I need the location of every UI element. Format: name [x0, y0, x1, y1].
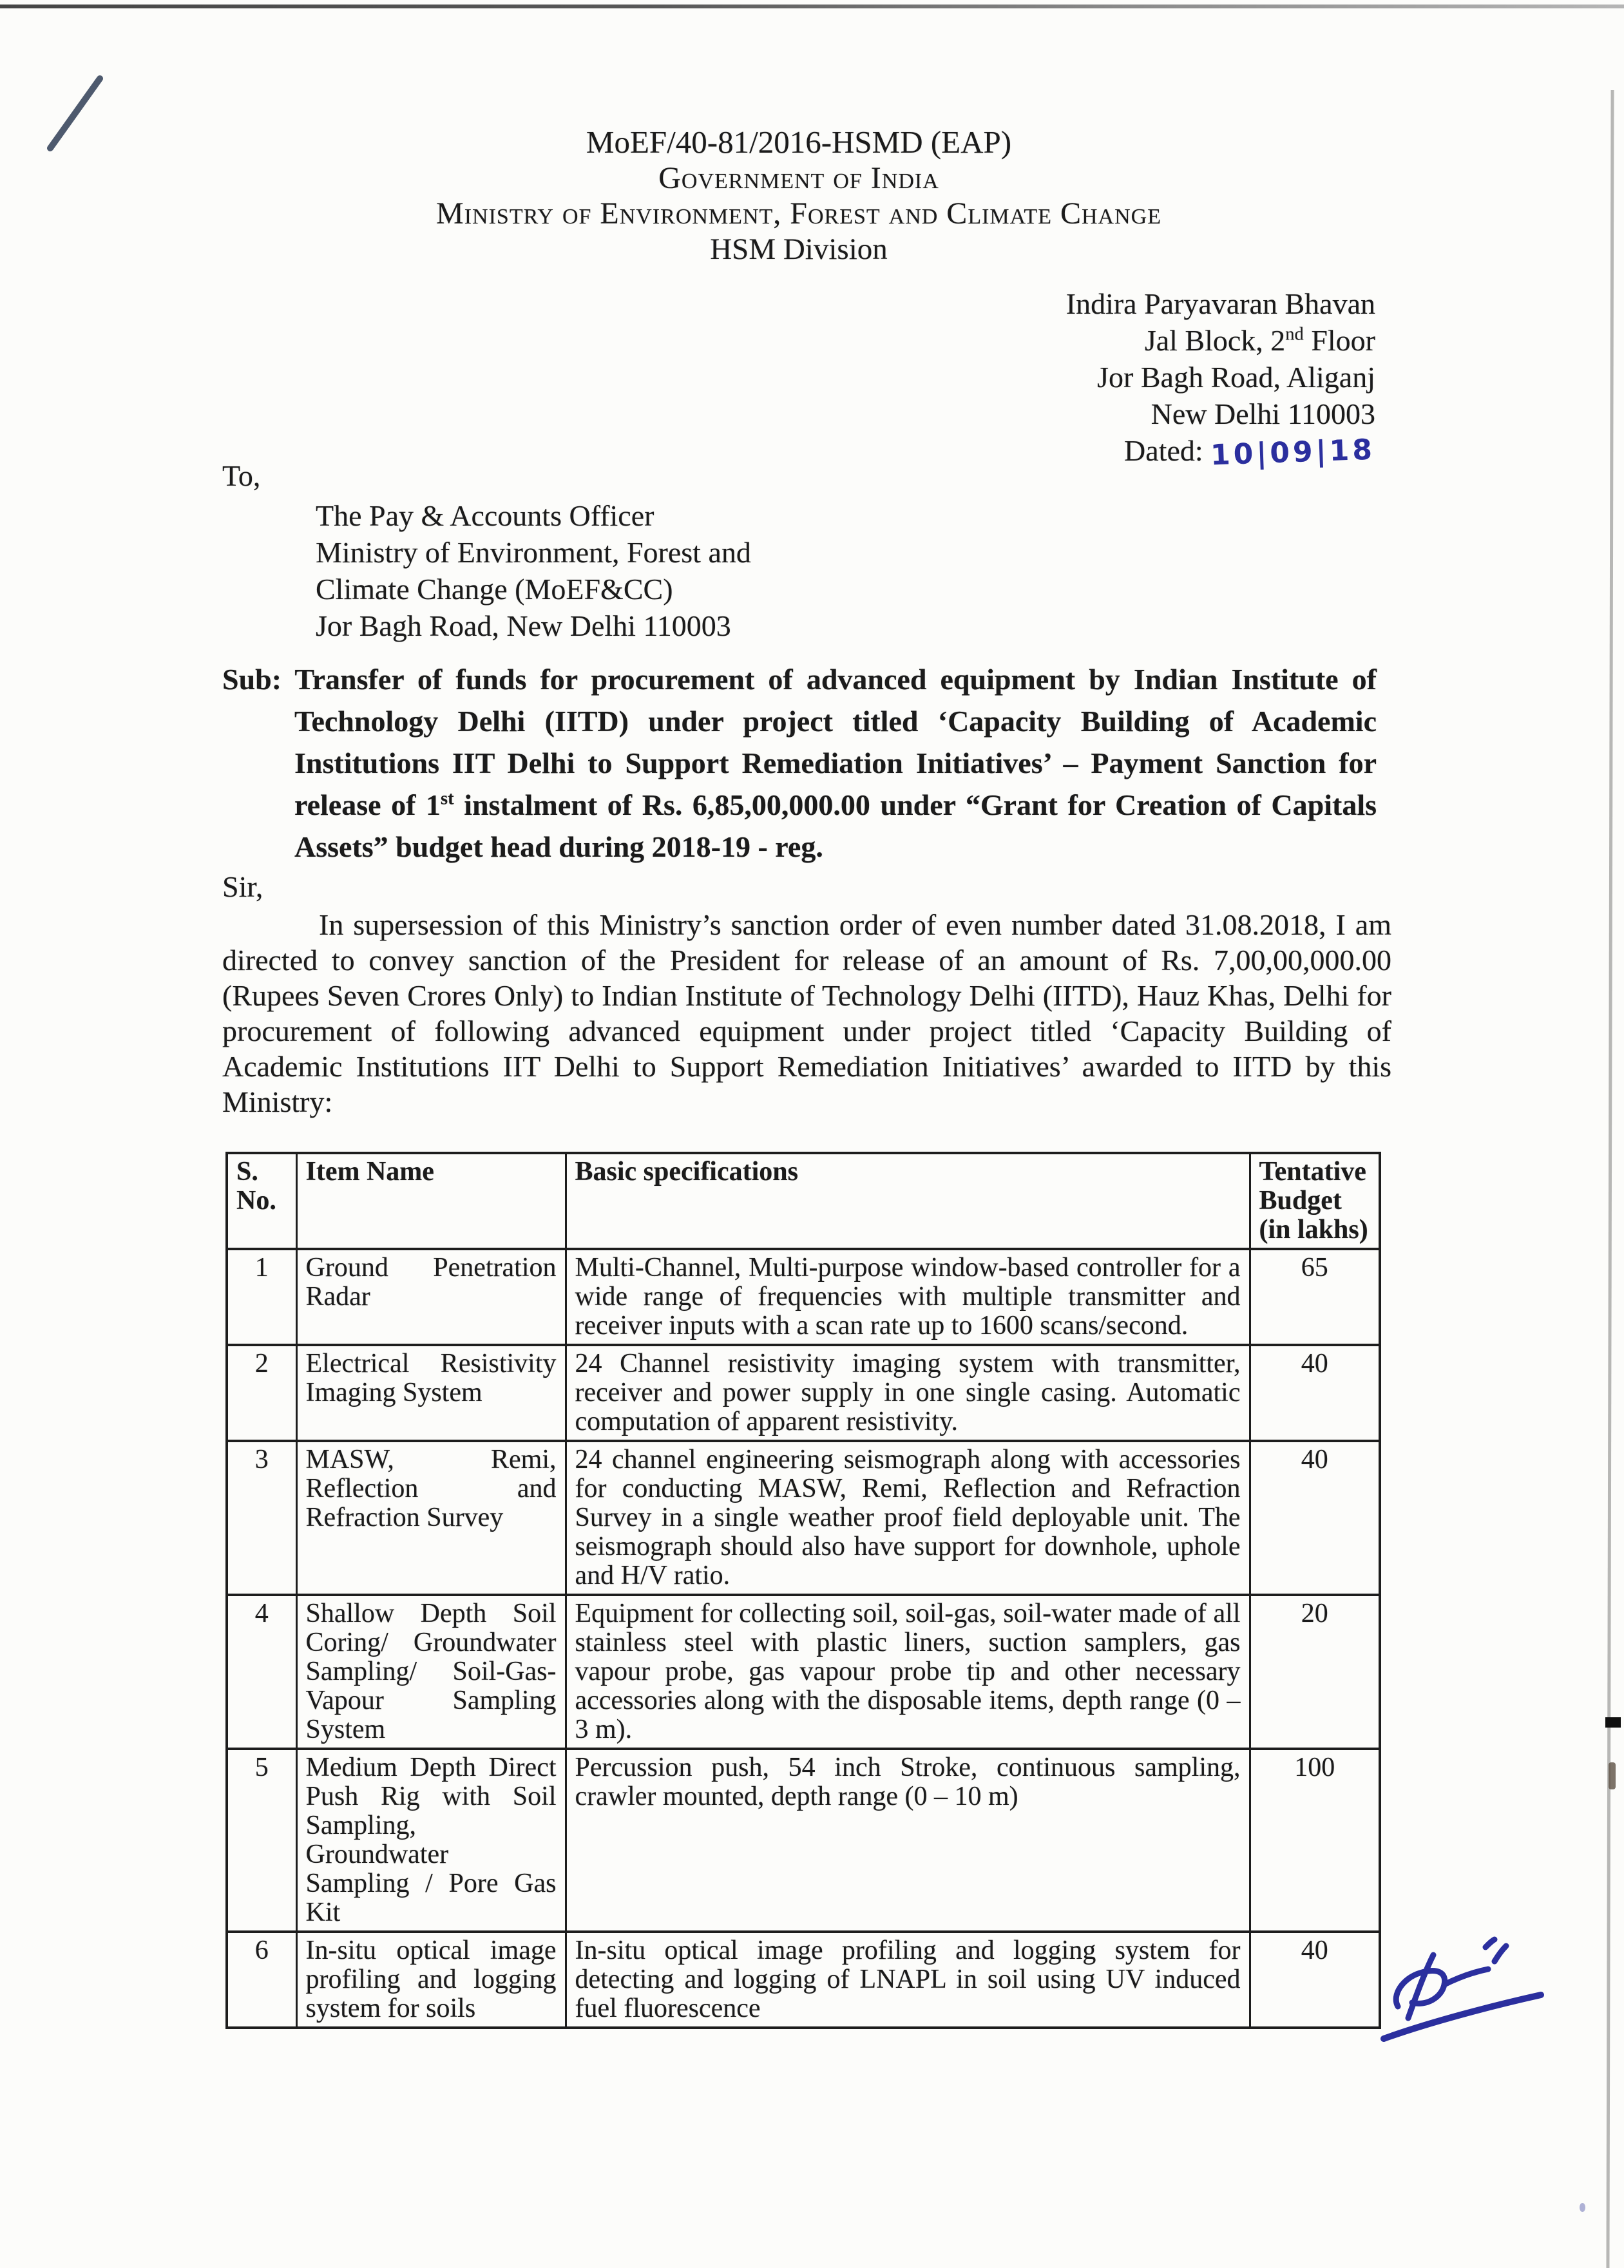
cell-spec: Equipment for collecting soil, soil-gas, soil-water made of all stainless steel with plastic liners, suction samplers, gas vapour probe, gas vapour probe tip and other necessary accessories along with the disposable items, depth range (0 – 3 m).: [566, 1595, 1250, 1749]
handwritten-date: 10|09|18: [1210, 433, 1376, 472]
sender-address-line: [1066, 322, 1375, 359]
cell-spec: Percussion push, 54 inch Stroke, continuous sampling, crawler mounted, depth range (0 – 10 m): [566, 1749, 1250, 1932]
cell-item-name: Electrical Resistivity Imaging System: [296, 1345, 566, 1441]
table-header-row: [227, 1153, 1380, 1249]
dated-label: Dated:: [1124, 434, 1211, 467]
ink-speck: [1580, 2203, 1585, 2212]
cell-budget: 40: [1250, 1441, 1380, 1595]
cell-spec: 24 channel engineering seismograph along with accessories for conducting MASW, Remi, Reflection and Refraction Survey in a single weather proof field deployable unit. The seismograph should also have support for downhole, uphole and H/V ratio.: [566, 1441, 1250, 1595]
table-row: [227, 1595, 1380, 1749]
cell-sno: 2: [227, 1345, 296, 1441]
cell-spec: In-situ optical image profiling and logging system for detecting and logging of LNAPL in soil using UV induced fuel fluorescence: [566, 1932, 1250, 2028]
sender-address-line: New Delhi 110003: [1151, 397, 1375, 430]
column-header-item-name: Item Name: [296, 1153, 566, 1249]
instalment-ordinal-superscript: st: [441, 788, 454, 809]
to-label: To,: [222, 459, 261, 492]
cell-budget: 40: [1250, 1345, 1380, 1441]
edge-ink-smudge: [1609, 1762, 1616, 1789]
column-header-sno: S. No.: [227, 1153, 296, 1249]
subject-block: [222, 658, 1377, 868]
page-right-edge-line: [1606, 90, 1614, 2268]
sender-address-block: [1066, 285, 1375, 470]
sender-address-line: Indira Paryavaran Bhavan: [1065, 287, 1375, 320]
cell-sno: 6: [227, 1932, 296, 2028]
subject-text-part1: Transfer of funds for procurement of advanced equipment by Indian Institute of Technology Delhi (IITD) under project titled ‘Capacity Building of Academic Institutions IIT Delhi to Support Remediation Initiatives’ – Payment Sanction for release of 1: [294, 663, 1377, 821]
pen-slash-stroke: [50, 79, 100, 148]
table-row: [227, 1249, 1380, 1345]
pen-slash-mark: [39, 64, 122, 155]
signature-flourish-stroke: [1444, 1939, 1506, 1985]
table-row: [227, 1932, 1380, 2028]
equipment-table: [225, 1152, 1381, 2029]
cell-item-name: MASW, Remi, Reflection and Refraction Survey: [296, 1441, 566, 1595]
sender-address-line: Jor Bagh Road, Aliganj: [1097, 361, 1375, 394]
table-row: [227, 1749, 1380, 1932]
column-header-basic-specifications: Basic specifications: [566, 1153, 1250, 1249]
recipient-line: Climate Change (MoEF&CC): [316, 573, 673, 605]
signature-scribble: [1372, 1936, 1559, 2052]
column-header-tentative-budget: Tentative Budget (in lakhs): [1250, 1153, 1380, 1249]
government-line: Government of India: [658, 161, 939, 195]
cell-item-name: Medium Depth Direct Push Rig with Soil Sampling, Groundwater Sampling / Pore Gas Kit: [296, 1749, 566, 1932]
ministry-line: Ministry of Environment, Forest and Climate Change: [436, 196, 1161, 231]
cell-budget: 40: [1250, 1932, 1380, 2028]
signature-loop-stroke: [1396, 1955, 1444, 2018]
cell-budget: 20: [1250, 1595, 1380, 1749]
cell-budget: 100: [1250, 1749, 1380, 1932]
recipient-line: Ministry of Environment, Forest and: [316, 536, 751, 569]
cell-spec: 24 Channel resistivity imaging system with transmitter, receiver and power supply in one single casing. Automatic computation of apparent resistivity.: [566, 1345, 1250, 1441]
cell-item-name: In-situ optical image profiling and logging system for soils: [296, 1932, 566, 2028]
sender-address-line-part: Jal Block, 2: [1144, 324, 1286, 357]
subject-text-part2: instalment of Rs. 6,85,00,000.00 under “Grant for Creation of Capitals Assets” budget head during 2018-19 - reg.: [294, 788, 1377, 863]
sender-address-line-part: Floor: [1303, 324, 1375, 357]
cell-item-name: Shallow Depth Soil Coring/ Groundwater Sampling/ Soil-Gas-Vapour Sampling System: [296, 1595, 566, 1749]
reference-number: MoEF/40-81/2016-HSMD (EAP): [586, 124, 1012, 160]
salutation: Sir,: [222, 870, 263, 903]
cell-budget: 65: [1250, 1249, 1380, 1345]
body-paragraph: In supersession of this Ministry’s sanction order of even number dated 31.08.2018, I am directed to convey sanction of the President for release of an amount of Rs. 7,00,00,000.00 (Rupees Seven Crores Only) to Indian Institute of Technology Delhi (IITD), Hauz Khas, Delhi for procurement of following advanced equipment under project titled ‘Capacity Building of Academic Institutions IIT Delhi to Support Remediation Initiatives’ awarded to IITD by this Ministry:: [222, 908, 1391, 1118]
cell-item-name: Ground Penetration Radar: [296, 1249, 566, 1345]
cell-sno: 5: [227, 1749, 296, 1932]
subject-label: Sub:: [222, 663, 295, 696]
dated-line: [1066, 432, 1375, 470]
cell-sno: 4: [227, 1595, 296, 1749]
table-row: [227, 1345, 1380, 1441]
letterhead: [222, 124, 1375, 267]
recipient-line: The Pay & Accounts Officer: [316, 499, 654, 532]
cell-sno: 3: [227, 1441, 296, 1595]
cell-spec: Multi-Channel, Multi-purpose window-based controller for a wide range of frequencies with multiple transmitter and receiver inputs with a scan rate up to 1600 scans/second.: [566, 1249, 1250, 1345]
edge-ink-dash: [1605, 1717, 1621, 1728]
floor-ordinal-superscript: nd: [1285, 324, 1304, 345]
cell-sno: 1: [227, 1249, 296, 1345]
scan-top-edge-line: [0, 5, 1624, 8]
recipient-address-block: [316, 497, 751, 644]
table-row: [227, 1441, 1380, 1595]
recipient-line: Jor Bagh Road, New Delhi 110003: [316, 609, 731, 642]
division-line: HSM Division: [710, 233, 888, 266]
